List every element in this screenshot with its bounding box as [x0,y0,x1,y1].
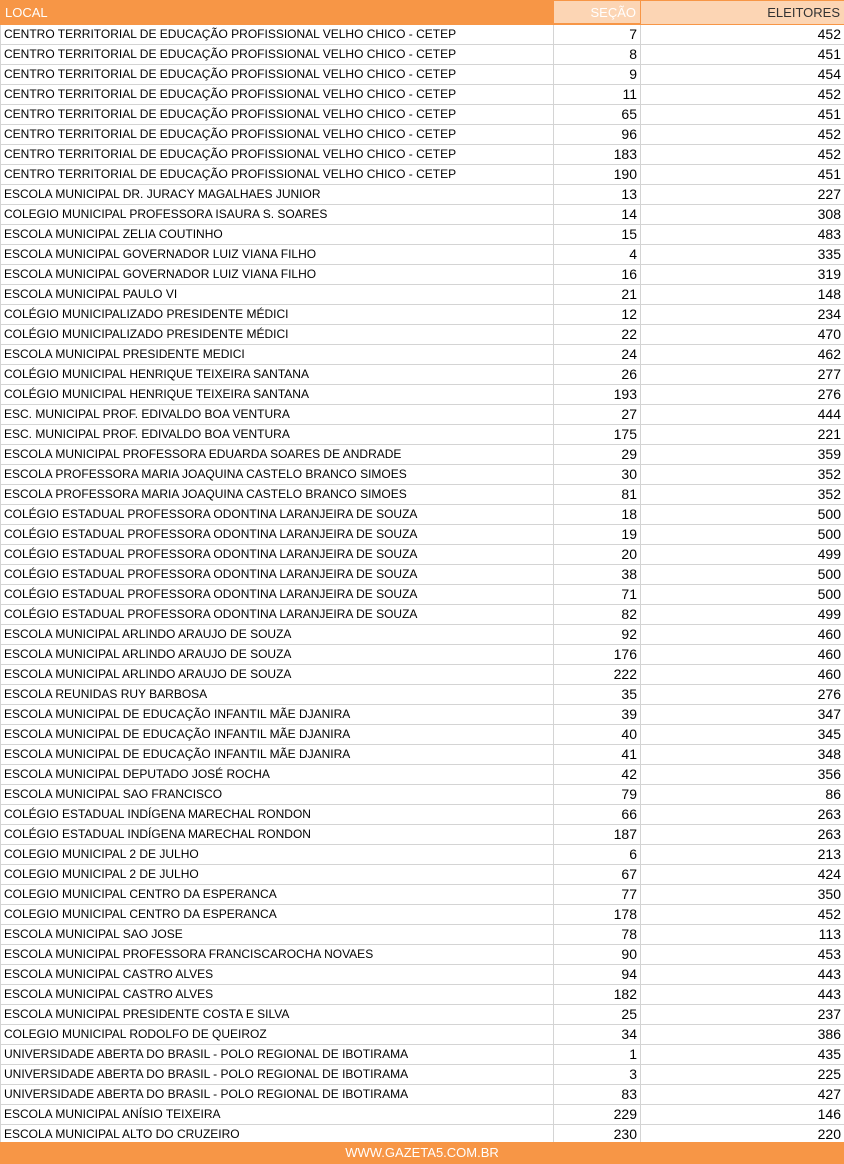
cell-secao[interactable]: 30 [554,465,641,485]
cell-secao[interactable]: 193 [554,385,641,405]
cell-eleitores[interactable]: 263 [641,805,844,825]
cell-local[interactable]: COLÉGIO ESTADUAL PROFESSORA ODONTINA LARANJEIRA DE SOUZA [1,585,554,605]
cell-secao[interactable]: 39 [554,705,641,725]
table-body [1,24,844,1145]
table-row [1,925,844,945]
cell-eleitores[interactable]: 221 [641,425,844,445]
cell-secao[interactable]: 42 [554,765,641,785]
table-row [1,825,844,845]
table-row [1,645,844,665]
cell-eleitores[interactable]: 452 [641,85,844,105]
cell-local[interactable]: COLEGIO MUNICIPAL 2 DE JULHO [1,865,554,885]
cell-local[interactable]: ESC. MUNICIPAL PROF. EDIVALDO BOA VENTURA [1,425,554,445]
cell-local[interactable]: COLEGIO MUNICIPAL PROFESSORA ISAURA S. SOARES [1,205,554,225]
cell-secao[interactable]: 176 [554,645,641,665]
cell-eleitores[interactable]: 435 [641,1045,844,1065]
cell-secao[interactable]: 96 [554,125,641,145]
cell-local[interactable]: CENTRO TERRITORIAL DE EDUCAÇÃO PROFISSIONAL VELHO CHICO - CETEP [1,45,554,65]
cell-secao[interactable]: 83 [554,1085,641,1105]
cell-secao[interactable]: 187 [554,825,641,845]
cell-local[interactable]: CENTRO TERRITORIAL DE EDUCAÇÃO PROFISSIONAL VELHO CHICO - CETEP [1,105,554,125]
cell-secao[interactable]: 67 [554,865,641,885]
table-row [1,1045,844,1065]
cell-local[interactable]: ESCOLA MUNICIPAL CASTRO ALVES [1,985,554,1005]
table-row [1,65,844,85]
cell-eleitores[interactable]: 386 [641,1025,844,1045]
cell-secao[interactable]: 7 [554,24,641,45]
cell-eleitores[interactable]: 454 [641,65,844,85]
cell-secao[interactable]: 18 [554,505,641,525]
cell-secao[interactable]: 13 [554,185,641,205]
table-row [1,585,844,605]
table-row [1,965,844,985]
cell-eleitores[interactable]: 277 [641,365,844,385]
cell-local[interactable]: COLEGIO MUNICIPAL CENTRO DA ESPERANCA [1,885,554,905]
cell-eleitores[interactable]: 443 [641,985,844,1005]
cell-eleitores[interactable]: 500 [641,585,844,605]
cell-local[interactable]: COLÉGIO ESTADUAL PROFESSORA ODONTINA LARANJEIRA DE SOUZA [1,605,554,625]
cell-secao[interactable]: 65 [554,105,641,125]
table-row [1,285,844,305]
cell-secao[interactable]: 182 [554,985,641,1005]
column-header-local[interactable]: LOCAL [1,1,554,25]
cell-secao[interactable]: 178 [554,905,641,925]
cell-secao[interactable]: 94 [554,965,641,985]
table-row [1,305,844,325]
cell-secao[interactable]: 11 [554,85,641,105]
cell-local[interactable]: COLEGIO MUNICIPAL CENTRO DA ESPERANCA [1,905,554,925]
cell-local[interactable]: ESCOLA MUNICIPAL GOVERNADOR LUIZ VIANA FILHO [1,265,554,285]
cell-local[interactable]: ESCOLA MUNICIPAL DEPUTADO JOSÉ ROCHA [1,765,554,785]
cell-local[interactable]: COLÉGIO ESTADUAL INDÍGENA MARECHAL RONDON [1,825,554,845]
cell-eleitores[interactable]: 470 [641,325,844,345]
table-row [1,85,844,105]
cell-eleitores[interactable]: 220 [641,1125,844,1145]
cell-local[interactable]: COLÉGIO MUNICIPAL HENRIQUE TEIXEIRA SANTANA [1,365,554,385]
cell-secao[interactable]: 21 [554,285,641,305]
cell-secao[interactable]: 25 [554,1005,641,1025]
cell-secao[interactable]: 9 [554,65,641,85]
cell-secao[interactable]: 19 [554,525,641,545]
cell-eleitores[interactable]: 443 [641,965,844,985]
table-row [1,765,844,785]
cell-local[interactable]: ESCOLA MUNICIPAL SAO JOSE [1,925,554,945]
footer-website: WWW.GAZETA5.COM.BR [0,1142,844,1164]
table-row [1,465,844,485]
table-row [1,945,844,965]
cell-local[interactable]: ESCOLA MUNICIPAL PROFESSORA EDUARDA SOARES DE ANDRADE [1,445,554,465]
cell-local[interactable]: ESCOLA MUNICIPAL DE EDUCAÇÃO INFANTIL MÃE DJANIRA [1,745,554,765]
table-row [1,505,844,525]
cell-secao[interactable]: 4 [554,245,641,265]
cell-eleitores[interactable]: 359 [641,445,844,465]
cell-secao[interactable]: 20 [554,545,641,565]
cell-secao[interactable]: 175 [554,425,641,445]
cell-eleitores[interactable]: 234 [641,305,844,325]
table-row [1,1085,844,1105]
table-row [1,725,844,745]
table-row [1,665,844,685]
cell-secao[interactable]: 90 [554,945,641,965]
table-row [1,385,844,405]
cell-secao[interactable]: 27 [554,405,641,425]
cell-eleitores[interactable]: 86 [641,785,844,805]
cell-secao[interactable]: 29 [554,445,641,465]
header-row [1,1,844,25]
cell-secao[interactable]: 34 [554,1025,641,1045]
cell-secao[interactable]: 8 [554,45,641,65]
cell-secao[interactable]: 35 [554,685,641,705]
cell-secao[interactable]: 26 [554,365,641,385]
cell-local[interactable]: ESCOLA MUNICIPAL SAO FRANCISCO [1,785,554,805]
cell-eleitores[interactable]: 276 [641,685,844,705]
cell-secao[interactable]: 40 [554,725,641,745]
cell-local[interactable]: COLÉGIO MUNICIPALIZADO PRESIDENTE MÉDICI [1,325,554,345]
cell-local[interactable]: ESCOLA MUNICIPAL ALTO DO CRUZEIRO [1,1125,554,1145]
cell-secao[interactable]: 71 [554,585,641,605]
cell-secao[interactable]: 1 [554,1045,641,1065]
cell-local[interactable]: ESCOLA MUNICIPAL CASTRO ALVES [1,965,554,985]
table-row [1,145,844,165]
table-row [1,705,844,725]
cell-local[interactable]: ESCOLA MUNICIPAL PRESIDENTE COSTA E SILVA [1,1005,554,1025]
table-row [1,405,844,425]
cell-local[interactable]: ESCOLA MUNICIPAL ARLINDO ARAUJO DE SOUZA [1,665,554,685]
cell-secao[interactable]: 183 [554,145,641,165]
cell-local[interactable]: ESCOLA PROFESSORA MARIA JOAQUINA CASTELO BRANCO SIMOES [1,485,554,505]
cell-eleitores[interactable]: 263 [641,825,844,845]
cell-secao[interactable]: 24 [554,345,641,365]
table-row [1,245,844,265]
cell-eleitores[interactable]: 237 [641,1005,844,1025]
table-row [1,325,844,345]
cell-local[interactable]: ESCOLA MUNICIPAL ANÍSIO TEIXEIRA [1,1105,554,1125]
cell-local[interactable]: ESCOLA MUNICIPAL PAULO VI [1,285,554,305]
cell-eleitores[interactable]: 452 [641,905,844,925]
cell-eleitores[interactable]: 424 [641,865,844,885]
table-row [1,225,844,245]
cell-secao[interactable]: 230 [554,1125,641,1145]
cell-local[interactable]: ESCOLA MUNICIPAL DR. JURACY MAGALHAES JUNIOR [1,185,554,205]
cell-secao[interactable]: 78 [554,925,641,945]
cell-eleitores[interactable]: 460 [641,645,844,665]
table-row [1,785,844,805]
table-row [1,1065,844,1085]
cell-secao[interactable]: 77 [554,885,641,905]
cell-secao[interactable]: 222 [554,665,641,685]
column-header-secao[interactable]: SEÇÃO [554,1,641,25]
cell-eleitores[interactable]: 352 [641,465,844,485]
cell-eleitores[interactable]: 308 [641,205,844,225]
table-row [1,485,844,505]
table-row [1,605,844,625]
cell-local[interactable]: ESCOLA PROFESSORA MARIA JOAQUINA CASTELO BRANCO SIMOES [1,465,554,485]
cell-eleitores[interactable]: 352 [641,485,844,505]
cell-secao[interactable]: 66 [554,805,641,825]
cell-eleitores[interactable]: 460 [641,625,844,645]
cell-eleitores[interactable]: 427 [641,1085,844,1105]
cell-local[interactable]: ESCOLA MUNICIPAL ARLINDO ARAUJO DE SOUZA [1,645,554,665]
cell-secao[interactable]: 41 [554,745,641,765]
cell-secao[interactable]: 6 [554,845,641,865]
table-row [1,985,844,1005]
cell-local[interactable]: COLÉGIO MUNICIPALIZADO PRESIDENTE MÉDICI [1,305,554,325]
table-row [1,125,844,145]
cell-eleitores[interactable]: 460 [641,665,844,685]
table-row [1,445,844,465]
table-row [1,805,844,825]
table-row [1,165,844,185]
cell-local[interactable]: COLÉGIO ESTADUAL INDÍGENA MARECHAL RONDON [1,805,554,825]
table-row [1,545,844,565]
cell-local[interactable]: COLÉGIO MUNICIPAL HENRIQUE TEIXEIRA SANTANA [1,385,554,405]
table-row [1,1005,844,1025]
cell-secao[interactable]: 79 [554,785,641,805]
cell-local[interactable]: CENTRO TERRITORIAL DE EDUCAÇÃO PROFISSIONAL VELHO CHICO - CETEP [1,125,554,145]
cell-eleitores[interactable]: 500 [641,505,844,525]
cell-secao[interactable]: 3 [554,1065,641,1085]
table-row [1,345,844,365]
cell-eleitores[interactable]: 227 [641,185,844,205]
cell-local[interactable]: CENTRO TERRITORIAL DE EDUCAÇÃO PROFISSIONAL VELHO CHICO - CETEP [1,85,554,105]
cell-secao[interactable]: 12 [554,305,641,325]
cell-eleitores[interactable]: 225 [641,1065,844,1085]
table-row [1,185,844,205]
cell-local[interactable]: COLÉGIO ESTADUAL PROFESSORA ODONTINA LARANJEIRA DE SOUZA [1,545,554,565]
table-row [1,685,844,705]
table-row [1,885,844,905]
table-row [1,1025,844,1045]
cell-eleitores[interactable]: 483 [641,225,844,245]
cell-eleitores[interactable]: 356 [641,765,844,785]
cell-local[interactable]: COLEGIO MUNICIPAL RODOLFO DE QUEIROZ [1,1025,554,1045]
table-row [1,425,844,445]
cell-eleitores[interactable]: 452 [641,145,844,165]
cell-secao[interactable]: 38 [554,565,641,585]
cell-eleitores[interactable]: 345 [641,725,844,745]
table-row [1,205,844,225]
cell-secao[interactable]: 92 [554,625,641,645]
cell-local[interactable]: ESCOLA MUNICIPAL GOVERNADOR LUIZ VIANA FILHO [1,245,554,265]
cell-eleitores[interactable]: 500 [641,525,844,545]
table-row [1,1105,844,1125]
cell-eleitores[interactable]: 451 [641,45,844,65]
cell-local[interactable]: COLÉGIO ESTADUAL PROFESSORA ODONTINA LARANJEIRA DE SOUZA [1,565,554,585]
cell-eleitores[interactable]: 499 [641,545,844,565]
cell-secao[interactable]: 15 [554,225,641,245]
table-row [1,365,844,385]
cell-local[interactable]: CENTRO TERRITORIAL DE EDUCAÇÃO PROFISSIONAL VELHO CHICO - CETEP [1,145,554,165]
table-row [1,865,844,885]
cell-eleitores[interactable]: 348 [641,745,844,765]
cell-eleitores[interactable]: 319 [641,265,844,285]
table-row [1,625,844,645]
cell-eleitores[interactable]: 146 [641,1105,844,1125]
cell-local[interactable]: ESCOLA REUNIDAS RUY BARBOSA [1,685,554,705]
cell-eleitores[interactable]: 444 [641,405,844,425]
cell-local[interactable]: ESCOLA MUNICIPAL DE EDUCAÇÃO INFANTIL MÃE DJANIRA [1,725,554,745]
table-row [1,525,844,545]
cell-local[interactable]: ESCOLA MUNICIPAL ARLINDO ARAUJO DE SOUZA [1,625,554,645]
cell-eleitores[interactable]: 148 [641,285,844,305]
table-row [1,105,844,125]
cell-local[interactable]: ESC. MUNICIPAL PROF. EDIVALDO BOA VENTURA [1,405,554,425]
cell-eleitores[interactable]: 462 [641,345,844,365]
cell-secao[interactable]: 16 [554,265,641,285]
cell-eleitores[interactable]: 451 [641,165,844,185]
cell-eleitores[interactable]: 350 [641,885,844,905]
cell-eleitores[interactable]: 335 [641,245,844,265]
cell-eleitores[interactable]: 500 [641,565,844,585]
table-row [1,565,844,585]
column-header-eleitores[interactable]: ELEITORES [641,1,844,25]
cell-local[interactable]: CENTRO TERRITORIAL DE EDUCAÇÃO PROFISSIONAL VELHO CHICO - CETEP [1,24,554,45]
cell-secao[interactable]: 22 [554,325,641,345]
cell-local[interactable]: CENTRO TERRITORIAL DE EDUCAÇÃO PROFISSIONAL VELHO CHICO - CETEP [1,65,554,85]
cell-eleitores[interactable]: 452 [641,125,844,145]
cell-eleitores[interactable]: 347 [641,705,844,725]
cell-local[interactable]: UNIVERSIDADE ABERTA DO BRASIL - POLO REGIONAL DE IBOTIRAMA [1,1045,554,1065]
cell-secao[interactable]: 229 [554,1105,641,1125]
cell-eleitores[interactable]: 453 [641,945,844,965]
cell-local[interactable]: ESCOLA MUNICIPAL PRESIDENTE MEDICI [1,345,554,365]
cell-eleitores[interactable]: 452 [641,24,844,45]
cell-local[interactable]: UNIVERSIDADE ABERTA DO BRASIL - POLO REGIONAL DE IBOTIRAMA [1,1065,554,1085]
cell-local[interactable]: COLÉGIO ESTADUAL PROFESSORA ODONTINA LARANJEIRA DE SOUZA [1,525,554,545]
cell-eleitores[interactable]: 499 [641,605,844,625]
cell-eleitores[interactable]: 451 [641,105,844,125]
cell-secao[interactable]: 82 [554,605,641,625]
cell-local[interactable]: ESCOLA MUNICIPAL DE EDUCAÇÃO INFANTIL MÃE DJANIRA [1,705,554,725]
table-row [1,24,844,45]
cell-local[interactable]: UNIVERSIDADE ABERTA DO BRASIL - POLO REGIONAL DE IBOTIRAMA [1,1085,554,1105]
table-row [1,265,844,285]
cell-eleitores[interactable]: 113 [641,925,844,945]
table-row [1,45,844,65]
cell-secao[interactable]: 190 [554,165,641,185]
cell-local[interactable]: COLÉGIO ESTADUAL PROFESSORA ODONTINA LARANJEIRA DE SOUZA [1,505,554,525]
cell-secao[interactable]: 14 [554,205,641,225]
table-row [1,745,844,765]
cell-local[interactable]: ESCOLA MUNICIPAL PROFESSORA FRANCISCAROCHA NOVAES [1,945,554,965]
cell-eleitores[interactable]: 276 [641,385,844,405]
cell-eleitores[interactable]: 213 [641,845,844,865]
cell-secao[interactable]: 81 [554,485,641,505]
cell-local[interactable]: ESCOLA MUNICIPAL ZELIA COUTINHO [1,225,554,245]
table-row [1,845,844,865]
cell-local[interactable]: COLEGIO MUNICIPAL 2 DE JULHO [1,845,554,865]
table-row [1,905,844,925]
cell-local[interactable]: CENTRO TERRITORIAL DE EDUCAÇÃO PROFISSIONAL VELHO CHICO - CETEP [1,165,554,185]
